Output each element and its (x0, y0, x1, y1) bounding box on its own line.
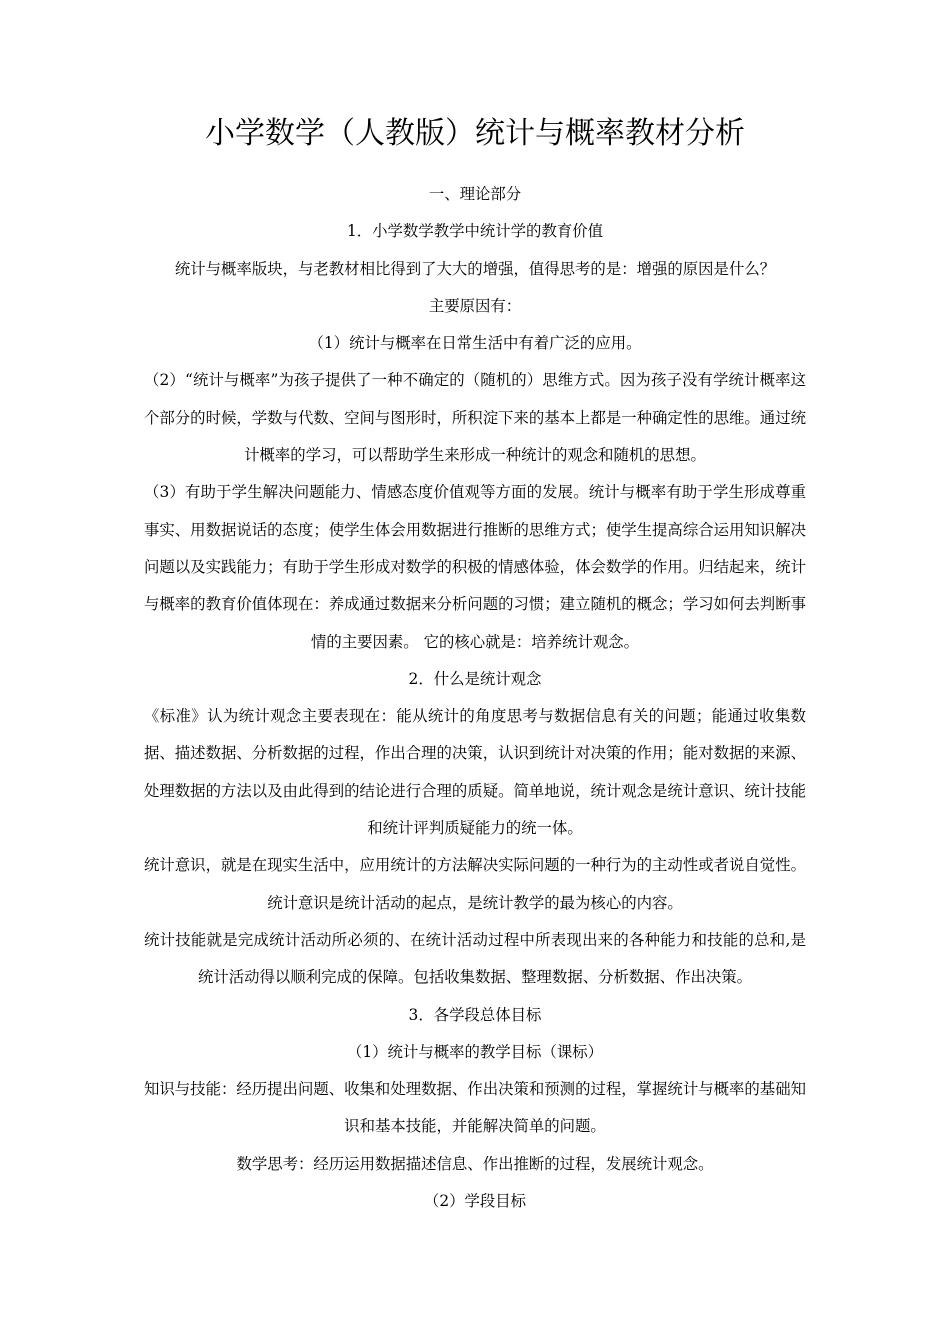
paragraph-statistical-skills: 统计技能就是完成统计活动所必须的、在统计活动过程中所表现出来的各种能力和技能的总和,是统计活动得以顺利完成的保障。包括收集数据、整理数据、分析数据、作出决策。 (144, 930, 806, 987)
subsection-heading-3: 3．各学段总体目标 (408, 1005, 542, 1024)
document-page (144, 100, 806, 1220)
paragraph-intro: 统计与概率版块，与老教材相比得到了大大的增强，值得思考的是：增强的原因是什么？ (174, 259, 776, 278)
paragraph-math-thinking: 数学思考：经历运用数据描述信息、作出推断的过程，发展统计观念。 (236, 1154, 714, 1173)
subsection-heading-2: 2．什么是统计观念 (408, 669, 542, 688)
subsection-heading-1: 1．小学数学教学中统计学的教育价值 (346, 222, 604, 241)
reason-item-1: （1）统计与概率在日常生活中有着广泛的应用。 (308, 334, 642, 353)
paragraph-statistical-awareness: 统计意识，就是在现实生活中，应用统计的方法解决实际问题的一种行为的主动性或者说自觉性。统计意识是统计活动的起点，是统计教学的最为核心的内容。 (144, 856, 806, 912)
paragraph-main-reasons: 主要原因有： (428, 296, 522, 315)
section-heading-theory: 一、理论部分 (428, 185, 522, 203)
reason-item-3: （3）有助于学生解决问题能力、情感态度价值观等方面的发展。统计与概率有助于学生形成尊重事实、用数据说话的态度；使学生体会用数据进行推断的思维方式；使学生提高综合运用知识解决问题以及实践能力；有助于学生形成对数学的积极的情感体验，体会数学的作用。归结起来，统计与概率的教育价值体现在：养成通过数据来分析问题的习惯；建立随机的概念；学习如何去判断事情的主要因素。 它的核心就是：培养统计观念。 (144, 483, 806, 651)
paragraph-knowledge-skills: 知识与技能：经历提出问题、收集和处理数据、作出决策和预测的过程，掌握统计与概率的基础知识和基本技能，并能解决简单的问题。 (144, 1080, 806, 1136)
page-title: 小学数学（人教版）统计与概率教材分析 (205, 116, 745, 151)
paragraph-statistical-concept: 《标准》认为统计观念主要表现在：能从统计的角度思考与数据信息有关的问题；能通过收集数据、描述数据、分析数据的过程，作出合理的决策，认识到统计对决策的作用；能对数据的来源、处理数据的方法以及由此得到的结论进行合理的质疑。简单地说，统计观念是统计意识、统计技能和统计评判质疑能力的统一体。 (144, 707, 806, 838)
objective-heading-2: （2）学段目标 (423, 1192, 527, 1211)
objective-heading-1: （1）统计与概率的教学目标（课标） (346, 1042, 604, 1061)
reason-item-2: （2）“统计与概率”为孩子提供了一种不确定的（随机的）思维方式。因为孩子没有学统计概率这个部分的时候，学数与代数、空间与图形时，所积淀下来的基本上都是一种确定性的思维。通过统计概率的学习，可以帮助学生来形成一种统计的观念和随机的思想。 (144, 371, 806, 465)
